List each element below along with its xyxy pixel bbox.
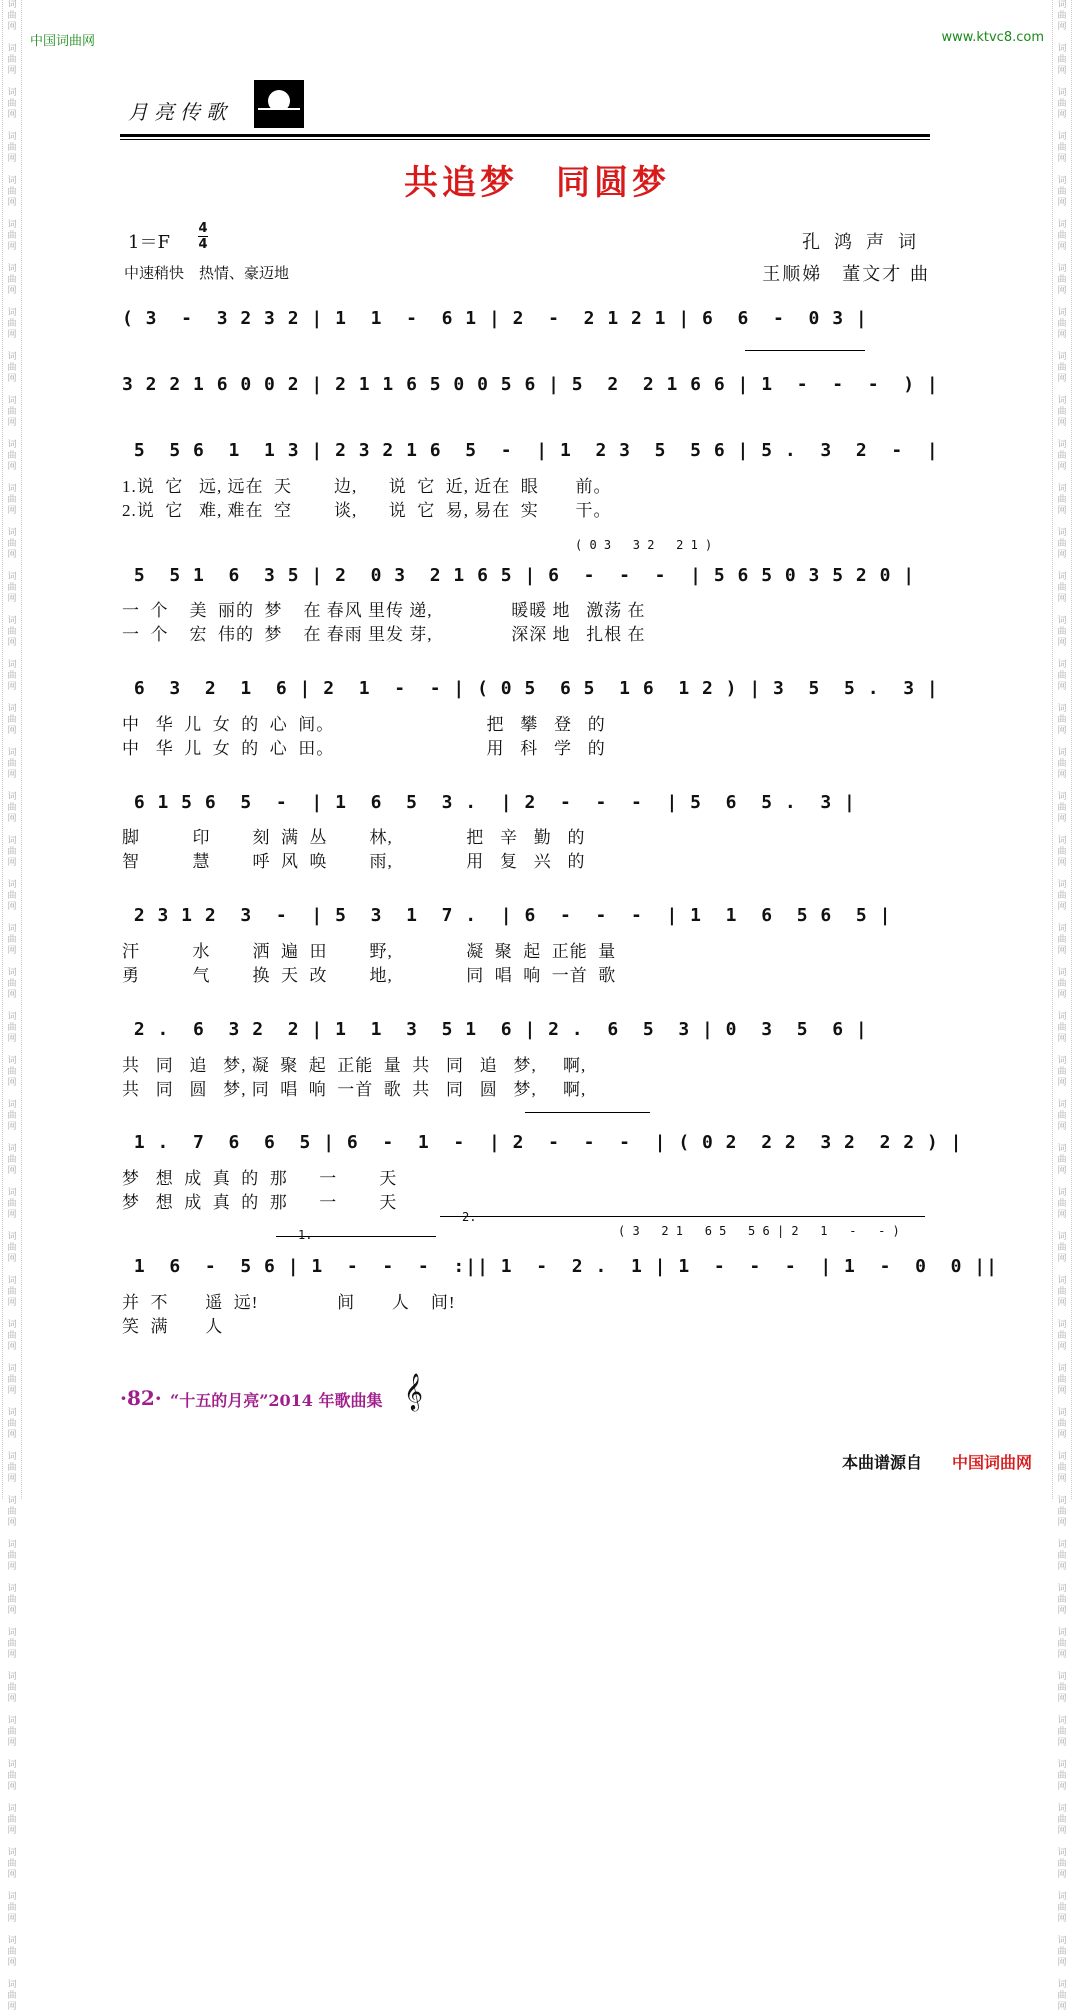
side-watermark-right: 词 曲 网 词 曲 网 词 曲 网 词 曲 网 词 曲 网 词 曲 网 词 曲 网 词 曲 网 词 曲 网 词 曲 网 词 曲 网 词 曲 网 词 曲 网 词 曲 网 词 曲 网 词 曲 网 词 曲 网 词 曲 网 词 曲 网 词 曲 网 词 曲 网 词 曲 网 词 曲 网 词 曲 网 词 曲 网 词 曲 网 词 曲 网 词 曲 网 词 曲 网 词 曲 网 词 曲 网 词 曲 网 词 曲 网 词 曲 网 词 曲 网 词 曲 网 词 曲 网 词 曲 网 词 曲 网 词 曲 网 词 曲 网 词 曲 网 词 曲 网 词 曲 网 词 曲 网 词 曲 网 (1052, 0, 1072, 1499)
lyric-line-10-verse-2: 笑 满 人 (122, 1317, 224, 1336)
composer-credit: 王顺娣 董文才 曲 (762, 264, 930, 285)
lyric-line-3-verse-2: 2.说 它 难, 难在 空 谈, 说 它 易, 易在 实 干。 (122, 501, 612, 520)
side-watermark-left: 词 曲 网 词 曲 网 词 曲 网 词 曲 网 词 曲 网 词 曲 网 词 曲 网 词 曲 网 词 曲 网 词 曲 网 词 曲 网 词 曲 网 词 曲 网 词 曲 网 词 曲 网 词 曲 网 词 曲 网 词 曲 网 词 曲 网 词 曲 网 词 曲 网 词 曲 网 词 曲 网 词 曲 网 词 曲 网 词 曲 网 词 曲 网 词 曲 网 词 曲 网 词 曲 网 词 曲 网 词 曲 网 词 曲 网 词 曲 网 词 曲 网 词 曲 网 词 曲 网 词 曲 网 词 曲 网 词 曲 网 词 曲 网 词 曲 网 词 曲 网 词 曲 网 词 曲 网 词 曲 网 (2, 0, 22, 1499)
moon-logo-icon (254, 80, 304, 128)
lyricist-credit: 孔鸿声词 (802, 232, 930, 253)
lyric-line-8-verse-1: 共 同 追 梦, 凝 聚 起 正能 量 共 同 追 梦, 啊, (122, 1056, 587, 1075)
score-line-1: ( 3 - 3 2 3 2 | 1 1 - 6 1 | 2 - 2 1 2 1 | 6 6 - 0 3 | (122, 308, 868, 329)
song-title: 共追梦 同圆梦 (404, 163, 670, 203)
lyric-line-4-verse-1: 一 个 美 丽的 梦 在 春风 里传 递, 暖暖 地 激荡 在 (122, 601, 646, 620)
volta-2-label: 2. (462, 1210, 477, 1224)
lyric-line-6-verse-2: 智 慧 呼 风 唤 雨, 用 复 兴 的 (122, 852, 586, 871)
decrescendo-mark (745, 350, 865, 351)
lyric-line-8-verse-2: 共 同 圆 梦, 同 唱 响 一首 歌 共 同 圆 梦, 啊, (122, 1080, 587, 1099)
site-name-left[interactable]: 中国词曲网 (30, 34, 96, 49)
lyric-line-7-verse-1: 汗 水 洒 遍 田 野, 凝 聚 起 正能 量 (122, 942, 617, 961)
lyric-line-5-verse-1: 中 华 儿 女 的 心 间。 把 攀 登 的 (122, 715, 606, 734)
score-line-7: 2 3 1 2 3 - | 5 3 1 7 . | 6 - - - | 1 1 6 5 6 5 | (122, 905, 892, 926)
score-line-9: 1 . 7 6 6 5 | 6 - 1 - | 2 - - - | ( 0 2 2 2 3 2 2 2 ) | (122, 1132, 963, 1153)
score-line-6: 6 1 5 6 5 - | 1 6 5 3 . | 2 - - - | 5 6 5 . 3 | (122, 792, 856, 813)
crescendo-mark (525, 1112, 650, 1113)
time-signature-bottom: 4 (198, 237, 208, 252)
time-signature (198, 222, 208, 251)
score-line-4: 5 5 1 6 3 5 | 2 0 3 2 1 6 5 | 6 - - - | 5 6 5 0 3 5 2 0 | (122, 565, 916, 586)
score-line-10: 1 6 - 5 6 | 1 - - - :|| 1 - 2 . 1 | 1 - - - | 1 - 0 0 || (122, 1256, 998, 1277)
source-label: 本曲谱源自 (842, 1453, 923, 1472)
lyric-line-9-verse-1: 梦 想 成 真 的 那 一 天 (122, 1169, 398, 1188)
treble-clef-icon: 𝄞 (404, 1372, 423, 1410)
lyric-line-6-verse-1: 脚 印 刻 满 丛 林, 把 辛 勤 的 (122, 828, 586, 847)
column-logo: 月亮传歌 (128, 100, 232, 124)
key-signature: 1＝F (128, 232, 170, 253)
volta-1-label: 1. (298, 1228, 313, 1242)
volta-2-bracket (440, 1216, 925, 1217)
book-title: “十五的月亮”2014 年歌曲集 (170, 1391, 383, 1410)
header-rule (120, 134, 930, 137)
lyric-line-5-verse-2: 中 华 儿 女 的 心 田。 用 科 学 的 (122, 739, 606, 758)
score-line-5: 6 3 2 1 6 | 2 1 - - | ( 0 5 6 5 1 6 1 2 ) | 3 5 5 . 3 | (122, 678, 939, 699)
time-signature-top: 4 (198, 221, 208, 236)
tempo-marking: 中速稍快 热情、豪迈地 (124, 264, 290, 282)
score-line-3: 5 5 6 1 1 3 | 2 3 2 1 6 5 - | 1 2 3 5 5 6 | 5 . 3 2 - | (122, 440, 939, 461)
lyric-line-10-verse-1: 并 不 遥 远! 间 人 间! (122, 1293, 456, 1312)
source-site[interactable]: 中国词曲网 (952, 1453, 1033, 1472)
lyric-line-7-verse-2: 勇 气 换 天 改 地, 同 唱 响 一首 歌 (122, 966, 617, 985)
score-line-10-cue: ( 3 2 1 6 5 5 6 | 2 1 - - ) (618, 1224, 900, 1238)
score-line-4-cue: ( 0 3 3 2 2 1 ) (575, 538, 713, 552)
lyric-line-4-verse-2: 一 个 宏 伟的 梦 在 春雨 里发 芽, 深深 地 扎根 在 (122, 625, 646, 644)
score-line-8: 2 . 6 3 2 2 | 1 1 3 5 1 6 | 2 . 6 5 3 | 0 3 5 6 | (122, 1019, 868, 1040)
page-number: ·82· (120, 1386, 162, 1410)
site-url-right[interactable]: www.ktvc8.com (941, 30, 1044, 45)
score-line-2: 3 2 2 1 6 0 0 2 | 2 1 1 6 5 0 0 5 6 | 5 2 2 1 6 6 | 1 - - - ) | (122, 374, 939, 395)
lyric-line-3-verse-1: 1.说 它 远, 远在 天 边, 说 它 近, 近在 眼 前。 (122, 477, 612, 496)
header-rule-thin (120, 139, 930, 140)
lyric-line-9-verse-2: 梦 想 成 真 的 那 一 天 (122, 1193, 398, 1212)
